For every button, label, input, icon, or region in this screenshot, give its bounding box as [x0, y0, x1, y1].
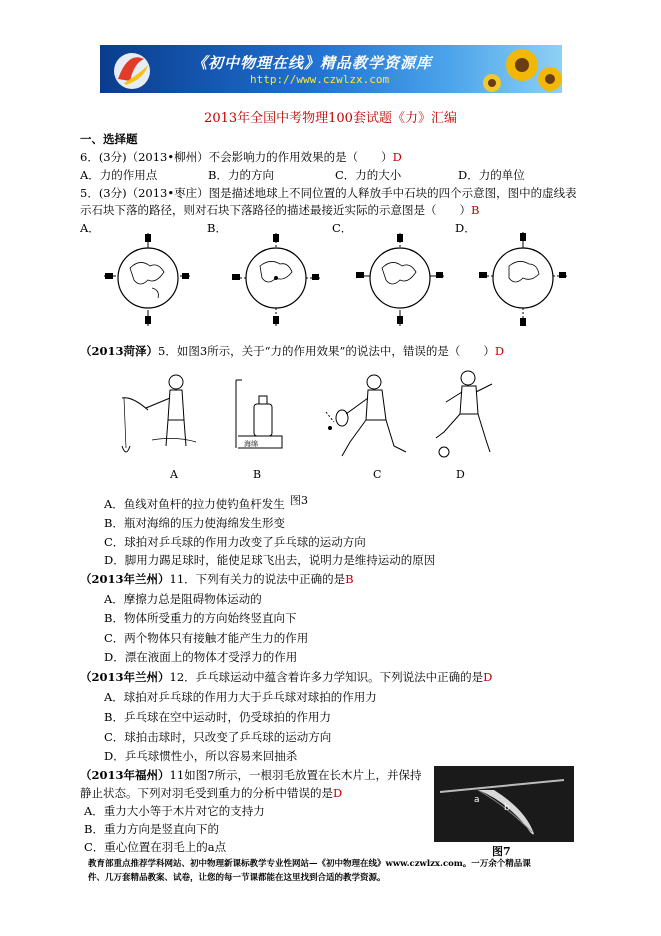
- question-5-heze: [80, 343, 504, 359]
- point-a-label: a: [474, 795, 480, 805]
- option-a: A．力的作用点: [80, 168, 158, 182]
- option-b: B．乒乓球在空中运动时，仍受球拍的作用力: [104, 710, 331, 724]
- option-a: A．球拍对乒乓球的作用力大于乒乓球对球拍的作用力: [104, 690, 377, 704]
- figure-caption: 图3: [290, 494, 308, 507]
- question-11-fuzhou-line2: [80, 785, 342, 801]
- sunflower-image: [452, 45, 562, 93]
- page-footer: [88, 857, 608, 885]
- header-banner: [100, 45, 562, 93]
- option-d: D．力的单位: [458, 168, 525, 182]
- question-text: 6．(3分)（2013•柳州）不会影响力的作用效果的是（ ）: [80, 150, 393, 164]
- question-text: 12．乒乓球运动中蕴含着许多力学知识。下列说法中正确的是: [169, 670, 484, 684]
- earth-diagram-d: [475, 228, 570, 333]
- option-a: A．鱼线对鱼杆的拉力使钓鱼杆发生: [104, 497, 285, 511]
- option-b: B．物体所受重力的方向始终竖直向下: [104, 611, 297, 625]
- question-text: 5．如图3所示，关于“力的作用效果”的说法中，错误的是（ ）: [158, 344, 495, 358]
- figure-label-a: A．: [80, 221, 100, 235]
- figure-label-d: D．: [455, 221, 476, 235]
- bottle-sponge-figure: [228, 378, 288, 450]
- figure-label-c: C．: [332, 221, 353, 235]
- option-d: D．乒乓球惯性小，所以容易来回抽杀: [104, 749, 298, 763]
- option-c: C．重心位置在羽毛上的a点: [84, 840, 227, 854]
- option-c: C．球拍对乒乓球的作用力改变了乒乓球的运动方向: [104, 535, 366, 549]
- point-b-label: b: [504, 803, 510, 813]
- sponge-label: 海绵: [244, 440, 258, 448]
- option-b: B．力的方向: [208, 168, 274, 182]
- question-source: （2013年兰州）: [80, 572, 170, 586]
- question-text: 11．下列有关力的说法中正确的是: [169, 572, 346, 586]
- question-text: 11如图7所示，一根羽毛放置在长木片上，并保持: [169, 768, 422, 782]
- answer: B: [471, 203, 480, 217]
- figure-label-b: B．: [207, 221, 227, 235]
- question-text: 静止状态。下列对羽毛受到重力的分析中错误的是: [80, 786, 333, 800]
- soccer-figure: [430, 368, 500, 463]
- figure-label-b: B: [253, 468, 262, 481]
- feather-photo: [434, 766, 574, 842]
- footer-line-1: 教育部重点推荐学科网站、初中物理新课标教学专业性网站—《初中物理在线》www.czwlzx.com。一万余个精品课: [88, 859, 531, 869]
- option-a: A．摩擦力总是阻碍物体运动的: [104, 592, 262, 606]
- question-11-fuzhou-line1: [80, 767, 421, 783]
- answer: B: [345, 572, 354, 586]
- earth-diagram-a: [100, 228, 190, 333]
- question-text: 示石块下落的路径，则对石块下落路径的描述最接近实际的示意图是（ ）: [80, 203, 471, 217]
- answer: D: [494, 344, 505, 358]
- question-5-line1: 5．(3分)（2013•枣庄）图是描述地球上不同位置的人释放手中石块的四个示意图，图中的虚线表: [80, 186, 577, 200]
- section-heading: 一、选择题: [80, 132, 138, 146]
- answer: D: [392, 150, 402, 164]
- answer: D: [333, 786, 343, 800]
- question-12-lanzhou: [80, 669, 492, 685]
- figure-label-d: D: [456, 468, 465, 481]
- earth-diagram-c: [352, 228, 447, 333]
- earth-diagram-b: [228, 228, 323, 333]
- logo-icon: [104, 45, 164, 93]
- question-11-lanzhou: [80, 571, 354, 587]
- figure-label-a: A: [170, 468, 178, 481]
- table-tennis-figure: [322, 372, 412, 467]
- question-source: （2013年兰州）: [80, 670, 170, 684]
- question-5-line2: [80, 202, 479, 218]
- feather-illustration: [434, 766, 574, 842]
- question-source: （2013年福州）: [80, 768, 170, 782]
- figure-label-c: C: [373, 468, 382, 481]
- answer: D: [483, 670, 493, 684]
- footer-line-2: 件、几万套精品教案、试卷，让您的每一节课都能在这里找到合适的教学资源。: [88, 873, 386, 883]
- banner-title: 《初中物理在线》精品教学资源库: [192, 54, 433, 72]
- document-title: 2013年全国中考物理100套试题《力》汇编: [204, 111, 457, 126]
- option-d: D．漂在液面上的物体才受浮力的作用: [104, 650, 298, 664]
- option-c: C．两个物体只有接触才能产生力的作用: [104, 631, 309, 645]
- option-b: B．重力方向是竖直向下的: [84, 822, 219, 836]
- option-a: A．重力大小等于木片对它的支持力: [84, 804, 265, 818]
- question-source: （2013菏泽）: [80, 344, 159, 358]
- question-6: [80, 149, 402, 165]
- fishing-figure: [118, 368, 198, 463]
- figure-7-caption: 图7: [492, 845, 511, 858]
- option-c: C．球拍击球时，只改变了乒乓球的运动方向: [104, 730, 332, 744]
- option-c: C．力的大小: [335, 168, 402, 182]
- option-d: D．脚用力踢足球时，能使足球飞出去，说明力是维持运动的原因: [104, 553, 436, 567]
- option-b: B．瓶对海绵的压力使海绵发生形变: [104, 516, 285, 530]
- banner-url[interactable]: http://www.czwlzx.com: [250, 73, 390, 86]
